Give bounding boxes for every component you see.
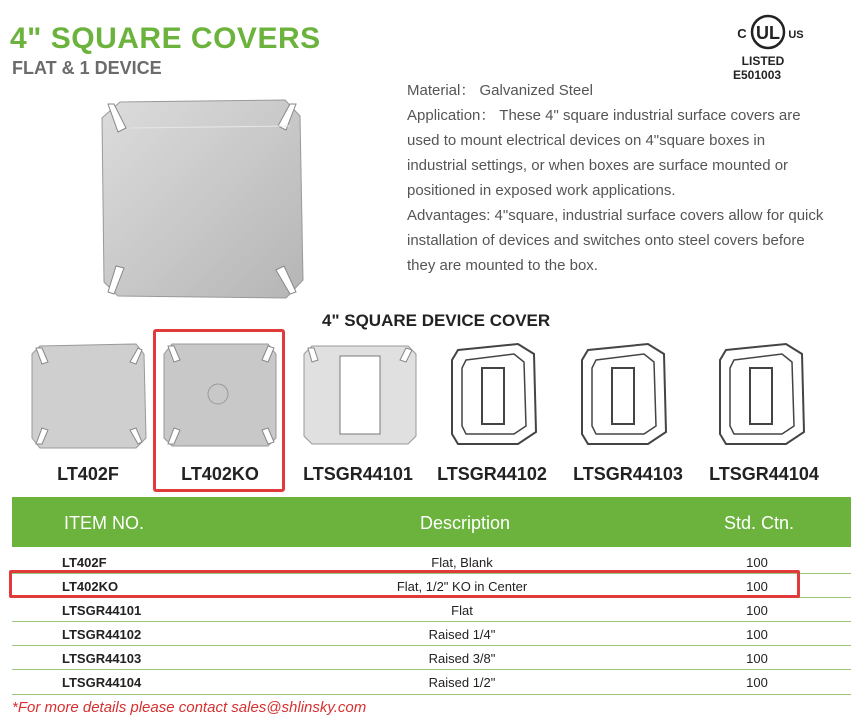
- table-header: [12, 497, 851, 547]
- contact-footnote: *For more details please contact sales@shlinsky.com: [12, 699, 367, 716]
- product-label: LTSGR44102: [437, 464, 547, 484]
- flat-device-cover-image: [300, 340, 420, 450]
- item-no-cell: LTSGR44101: [62, 603, 142, 618]
- item-no-cell: LTSGR44103: [62, 651, 142, 666]
- row-divider: [12, 694, 851, 695]
- section-title: 4" SQUARE DEVICE COVER: [322, 311, 551, 330]
- description-cell: Flat, Blank: [431, 555, 493, 570]
- description-cell: Raised 3/8": [428, 651, 496, 666]
- description-cell: Raised 1/2": [428, 675, 496, 690]
- raised-device-cover-image: [438, 340, 558, 450]
- advantages-text: Advantages: 4"square, industrial surface covers allow for quick installation of devices and switches onto steel covers before they are mounted to the box.: [407, 207, 824, 274]
- description-cell: Raised 1/4": [428, 627, 496, 642]
- ul-listed-text: LISTED: [741, 54, 785, 68]
- item-no-cell: LT402KO: [62, 579, 119, 594]
- raised-device-cover-image: [706, 340, 826, 450]
- item-no-cell: LTSGR44104: [62, 675, 142, 690]
- product-label: LT402KO: [181, 464, 259, 484]
- description-cell: Flat: [451, 603, 473, 618]
- std-ctn-cell: 100: [746, 627, 768, 642]
- item-no-cell: LTSGR44102: [62, 627, 142, 642]
- product-highlight-box: [153, 329, 285, 492]
- column-header-item-no: ITEM NO.: [64, 513, 144, 533]
- row-highlight-box: [9, 570, 800, 598]
- material-text: Material： Galvanized Steel: [407, 82, 593, 99]
- table-row: [12, 598, 851, 622]
- product-label: LTSGR44101: [303, 464, 413, 484]
- application-text: Application： These 4" square industrial surface covers are used to mount electrical devices on 4"square boxes in industrial settings, or when boxes are surface mounted or positioned in exposed work applications.: [407, 107, 801, 199]
- table-row: [12, 622, 851, 646]
- ul-us-text: US: [788, 29, 804, 41]
- product-description: [407, 78, 827, 278]
- table-row: [12, 646, 851, 670]
- item-no-cell: LT402F: [62, 555, 107, 570]
- page-subtitle: FLAT & 1 DEVICE: [12, 58, 162, 78]
- ul-c-text: C: [737, 26, 747, 41]
- std-ctn-cell: 100: [746, 651, 768, 666]
- std-ctn-cell: 100: [746, 603, 768, 618]
- description-cell: Flat, 1/2" KO in Center: [396, 579, 528, 594]
- column-header-std-ctn: Std. Ctn.: [724, 513, 795, 533]
- flat-blank-cover-image: [28, 340, 148, 450]
- raised-device-cover-image: [568, 340, 688, 450]
- ul-text: UL: [756, 23, 780, 43]
- hero-cover-image: [100, 98, 305, 300]
- std-ctn-cell: 100: [746, 555, 768, 570]
- product-label: LTSGR44104: [709, 464, 819, 484]
- std-ctn-cell: 100: [746, 675, 768, 690]
- column-header-description: Description: [420, 513, 511, 533]
- std-ctn-cell: 100: [746, 579, 768, 594]
- ul-file-number: E501003: [733, 68, 782, 82]
- product-label: LTSGR44103: [573, 464, 683, 484]
- table-row: [12, 670, 851, 694]
- product-label: LT402F: [57, 464, 119, 484]
- page-title: 4" SQUARE COVERS: [10, 22, 321, 55]
